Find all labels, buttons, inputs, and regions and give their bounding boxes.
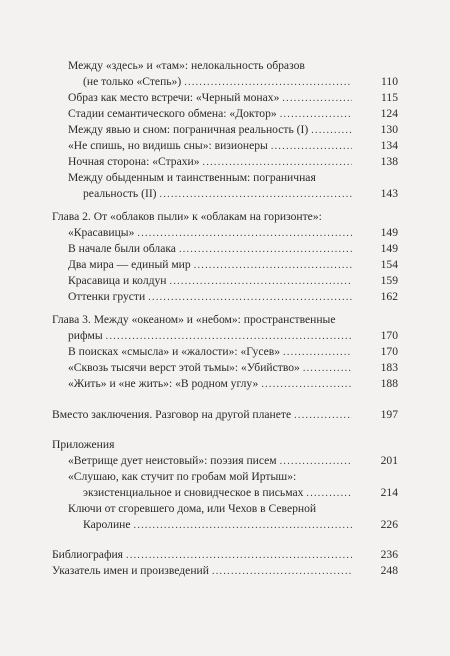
toc-entry-text: Между «здесь» и «там»: нелокальность образов: [68, 59, 305, 72]
toc-page-number: 188: [380, 377, 398, 390]
toc-leader-dots: [160, 188, 352, 202]
toc-page-number: 214: [380, 486, 398, 499]
toc-leader-dots: [137, 227, 352, 241]
toc-leader-dots: [106, 330, 352, 344]
toc-page-number: 138: [380, 155, 398, 168]
toc-page-number: 149: [380, 242, 398, 255]
toc-leader-dots: [282, 92, 352, 106]
toc-page-number: 226: [380, 518, 398, 531]
toc-entry-text: «Ветрище дует неистовый»: поэзия писем: [68, 454, 277, 467]
toc-entry-text: «Не спишь, но видишь сны»: визионеры: [68, 139, 268, 152]
toc-leader-dots: [280, 108, 352, 122]
toc-page-number: 110: [381, 75, 398, 88]
toc-page-number: 154: [380, 258, 398, 271]
toc-entry-text: Красавица и колдун: [68, 274, 167, 287]
toc-leader-dots: [303, 362, 352, 376]
toc-page-number: 183: [380, 361, 398, 374]
toc-entry-text: Ночная сторона: «Страхи»: [68, 155, 200, 168]
toc-page-number: 115: [381, 91, 398, 104]
toc-page-number: 248: [380, 564, 398, 577]
toc-page-number: 130: [380, 123, 398, 136]
toc-entry-text: «Слушаю, как стучит по гробам мой Иртыш»:: [68, 470, 297, 483]
toc-page-number: 124: [380, 107, 398, 120]
toc-page-number: 143: [380, 187, 398, 200]
toc-entry-text: Каролине: [83, 518, 131, 531]
toc-leader-dots: [203, 156, 352, 170]
toc-leader-dots: [212, 565, 352, 579]
toc-leader-dots: [179, 243, 352, 257]
toc-entry-text: Два мира — единый мир: [68, 258, 191, 271]
toc-entry-text: Библиография: [52, 548, 124, 561]
toc-page-number: 134: [380, 139, 398, 152]
toc-leader-dots: [126, 549, 352, 563]
toc-leader-dots: [294, 409, 352, 423]
toc-entry-text: «Сквозь тысячи верст этой тьмы»: «Убийство»: [68, 361, 300, 374]
toc-leader-dots: [194, 259, 352, 273]
toc-entry-text: Образ как место встречи: «Черный монах»: [68, 91, 280, 104]
toc-entry-text: (не только «Степь»): [83, 75, 182, 88]
toc-entry-text: Между явью и сном: пограничная реальность (I): [68, 123, 309, 136]
toc-leader-dots: [170, 275, 352, 289]
toc-leader-dots: [148, 291, 352, 305]
toc-leader-dots: [280, 455, 352, 469]
toc-leader-dots: [134, 519, 352, 533]
toc-entry-text: Вместо заключения. Разговор на другой планете: [52, 408, 292, 421]
toc-leader-dots: [311, 124, 352, 138]
toc-entry-text: Приложения: [52, 438, 115, 451]
toc-entry-text: рифмы: [68, 329, 103, 342]
toc-page-number: 149: [380, 226, 398, 239]
toc-entry-text: Указатель имен и произведений: [52, 564, 209, 577]
toc-leader-dots: [283, 346, 352, 360]
toc-entry-text: реальность (II): [83, 187, 157, 200]
toc-leader-dots: [184, 76, 352, 90]
toc-leader-dots: [271, 140, 352, 154]
toc-page-number: 162: [380, 290, 398, 303]
toc-leader-dots: [306, 487, 352, 501]
toc-entry-text: «Красавицы»: [68, 226, 135, 239]
toc-entry-text: Стадии семантического обмена: «Доктор»: [68, 107, 277, 120]
toc-entry-text: Глава 2. От «облаков пыли» к «облакам на горизонте»:: [52, 210, 322, 223]
toc-entry-text: Оттенки грусти: [68, 290, 146, 303]
toc-entry-text: экзистенциальное и сновидческое в письмах: [83, 486, 304, 499]
toc-page-number: 170: [380, 345, 398, 358]
toc-entry-text: В поисках «смысла» и «жалости»: «Гусев»: [68, 345, 281, 358]
toc-entry-text: Ключи от сгоревшего дома, или Чехов в Северной: [68, 502, 317, 515]
toc-page-number: 197: [380, 408, 398, 421]
toc-page-number: 201: [380, 454, 398, 467]
toc-page-number: 236: [380, 548, 398, 561]
toc-entry-text: Между обыденным и таинственным: пограничная: [68, 171, 316, 184]
toc-entry-text: «Жить» и «не жить»: «В родном углу»: [68, 377, 259, 390]
toc-leader-dots: [261, 378, 352, 392]
toc-entry-text: Глава 3. Между «океаном» и «небом»: пространственные: [52, 313, 336, 326]
toc-entry-text: В начале были облака: [68, 242, 176, 255]
toc-page-number: 170: [380, 329, 398, 342]
toc-page-number: 159: [380, 274, 398, 287]
